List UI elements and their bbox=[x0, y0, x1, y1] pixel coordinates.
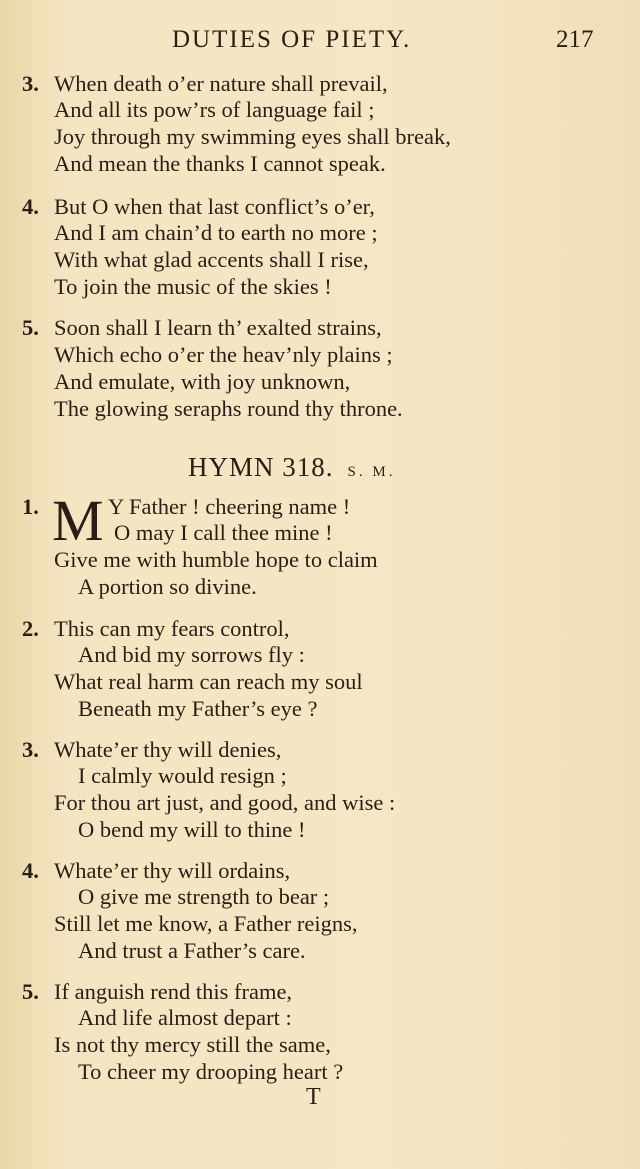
verse-line: If anguish rend this frame, bbox=[54, 979, 293, 1004]
running-title: DUTIES OF PIETY. bbox=[172, 26, 412, 53]
stanza-number: 5. bbox=[22, 979, 39, 1004]
stanza-number: 4. bbox=[22, 194, 39, 219]
stanza-number: 4. bbox=[22, 858, 39, 883]
verse-line: Beneath my Father’s eye ? bbox=[78, 696, 318, 721]
hymn-title: HYMN 318. bbox=[188, 452, 334, 482]
verse-line: O may I call thee mine ! bbox=[114, 520, 333, 545]
drop-cap: M bbox=[52, 488, 104, 553]
verse-line: And all its pow’rs of language fail ; bbox=[54, 97, 375, 122]
verse-line: A portion so divine. bbox=[78, 574, 257, 599]
verse-line: O bend my will to thine ! bbox=[78, 817, 306, 842]
verse-line: Soon shall I learn th’ exalted strains, bbox=[54, 315, 382, 340]
verse-line: This can my fears control, bbox=[54, 616, 290, 641]
verse-line: Which echo o’er the heav’nly plains ; bbox=[54, 342, 393, 367]
verse-line: When death o’er nature shall prevail, bbox=[54, 71, 388, 96]
page-number: 217 bbox=[556, 26, 594, 53]
verse-line: What real harm can reach my soul bbox=[54, 669, 363, 694]
hymn-heading bbox=[188, 452, 395, 483]
running-header bbox=[0, 26, 640, 62]
verse-line: And emulate, with joy unknown, bbox=[54, 369, 351, 394]
stanza-number: 2. bbox=[22, 616, 39, 641]
verse-line: To cheer my drooping heart ? bbox=[78, 1059, 344, 1084]
verse-line: With what glad accents shall I rise, bbox=[54, 247, 369, 272]
verse-line: But O when that last conflict’s o’er, bbox=[54, 194, 375, 219]
verse-line: Y Father ! cheering name ! bbox=[108, 494, 351, 519]
verse-line: The glowing seraphs round thy throne. bbox=[54, 396, 403, 421]
verse-line: Whate’er thy will ordains, bbox=[54, 858, 291, 883]
stanza-number: 5. bbox=[22, 315, 39, 340]
verse-line: I calmly would resign ; bbox=[78, 763, 287, 788]
stanza-number: 1. bbox=[22, 494, 39, 519]
verse-line: And mean the thanks I cannot speak. bbox=[54, 151, 386, 176]
verse-line: Give me with humble hope to claim bbox=[54, 547, 378, 572]
verse-line: And life almost depart : bbox=[78, 1005, 292, 1030]
verse-line: Is not thy mercy still the same, bbox=[54, 1032, 331, 1057]
verse-line: Joy through my swimming eyes shall break, bbox=[54, 124, 451, 149]
verse-line: And trust a Father’s care. bbox=[78, 938, 306, 963]
stanza-number: 3. bbox=[22, 737, 39, 762]
verse-line: And I am chain’d to earth no more ; bbox=[54, 220, 378, 245]
hymn-meter: S. M. bbox=[347, 464, 396, 480]
verse-line: And bid my sorrows fly : bbox=[78, 642, 305, 667]
verse-line: Still let me know, a Father reigns, bbox=[54, 911, 358, 936]
verse-line: For thou art just, and good, and wise : bbox=[54, 790, 396, 815]
stanza-number: 3. bbox=[22, 71, 39, 96]
catchword: T bbox=[306, 1084, 321, 1110]
verse-line: Whate’er thy will denies, bbox=[54, 737, 282, 762]
verse-line: To join the music of the skies ! bbox=[54, 274, 332, 299]
verse-line: O give me strength to bear ; bbox=[78, 884, 330, 909]
